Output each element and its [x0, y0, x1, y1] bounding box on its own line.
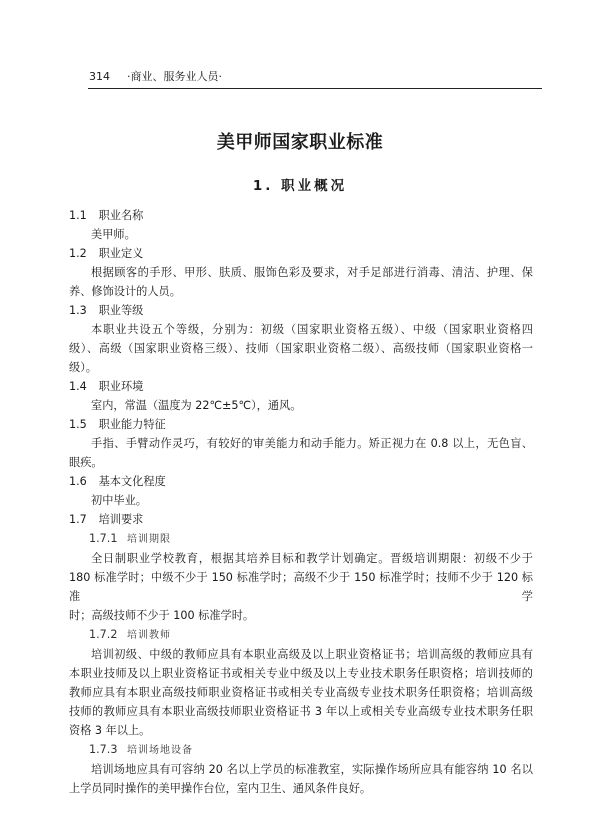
page-number: 314 — [89, 70, 110, 83]
document-body — [69, 206, 533, 798]
section-title: 职业等级 — [98, 304, 144, 317]
paragraph-line: 全日制职业学校教育，根据其培养目标和教学计划确定。晋级培训期限：初级不少于 — [91, 552, 533, 565]
section-title: 培训要求 — [98, 513, 144, 526]
paragraph-line: 本职业技师及以上职业资格证书或相关专业中级及以上专业技术职务任职资格；培训技师的 — [69, 667, 533, 680]
section-number: 1.7 — [69, 513, 87, 526]
running-header — [89, 70, 541, 84]
section-heading — [69, 206, 533, 225]
paragraph-line: 资格 3 年以上。 — [69, 724, 151, 737]
section-title: 基本文化程度 — [98, 475, 166, 488]
subsection-number: 1.7.3 — [89, 743, 118, 756]
section-heading — [69, 472, 533, 491]
paragraph-line: 技师的教师应具有本职业高级技师职业资格证书 3 年以上或相关专业高级专业技术职务任职 — [69, 705, 533, 718]
section-title: 职业名称 — [98, 209, 144, 222]
paragraph-line: 初中毕业。 — [91, 494, 147, 507]
paragraph-line: 时；高级技师不少于 100 标准学时。 — [69, 609, 255, 622]
section-heading — [69, 377, 533, 396]
paragraph-line: 培训场地应具有可容纳 20 名以上学员的标准教室，实际操作场所应具有能容纳 10 名以 — [91, 763, 533, 776]
section-number: 1.4 — [69, 380, 87, 393]
chapter-heading: 1. 职业概况 — [252, 178, 348, 194]
subsection-title: 培训场地设备 — [127, 745, 193, 756]
subsection-number: 1.7.2 — [89, 628, 118, 641]
subsection-heading — [69, 529, 533, 549]
section-heading — [69, 415, 533, 434]
section-title: 职业环境 — [98, 380, 144, 393]
section-heading — [69, 301, 533, 320]
section-number: 1.5 — [69, 418, 87, 431]
paragraph-line: 手指、手臂动作灵巧，有较好的审美能力和动手能力。矫正视力在 0.8 以上，无色盲、 — [91, 437, 533, 450]
paragraph-line: 级）。 — [69, 361, 97, 374]
section-number: 1.1 — [69, 209, 87, 222]
section-title: 职业定义 — [98, 247, 144, 260]
paragraph-line: 教师应具有本职业高级技师职业资格证书或相关专业高级专业技术职务任职资格；培训高级 — [69, 686, 533, 699]
header-rule — [88, 88, 542, 89]
paragraph-line: 室内，常温（温度为 22℃±5℃），通风。 — [91, 399, 302, 412]
running-title: ·商业、服务业人员· — [127, 70, 222, 83]
paragraph-line: 眼疾。 — [69, 456, 103, 469]
subsection-heading — [69, 625, 533, 645]
subsection-number: 1.7.1 — [89, 532, 118, 545]
section-heading — [69, 510, 533, 529]
section-number: 1.6 — [69, 475, 87, 488]
paragraph-line: 180 标准学时；中级不少于 150 标准学时；高级不少于 150 标准学时；技师不少于 120 标准学 — [69, 571, 533, 603]
section-heading — [69, 244, 533, 263]
paragraph-line: 培训初级、中级的教师应具有本职业高级及以上职业资格证书；培训高级的教师应具有 — [91, 648, 533, 661]
paragraph-line: 根据顾客的手形、甲形、肤质、服饰色彩及要求，对手足部进行消毒、清洁、护理、保 — [91, 266, 533, 279]
subsection-title: 培训期限 — [127, 534, 171, 545]
subsection-heading — [69, 740, 533, 760]
section-number: 1.2 — [69, 247, 87, 260]
paragraph-line: 本职业共设五个等级，分别为：初级（国家职业资格五级）、中级（国家职业资格四 — [91, 323, 533, 336]
document-title: 美甲师国家职业标准 — [216, 132, 384, 153]
section-title: 职业能力特征 — [98, 418, 166, 431]
paragraph-line: 级）、高级（国家职业资格三级）、技师（国家职业资格二级）、高级技师（国家职业资格一 — [69, 342, 533, 355]
subsection-title: 培训教师 — [127, 630, 171, 641]
paragraph-line: 美甲师。 — [91, 228, 136, 241]
paragraph-line: 养、修饰设计的人员。 — [69, 285, 181, 298]
section-number: 1.3 — [69, 304, 87, 317]
paragraph-line: 上学员同时操作的美甲操作台位，室内卫生、通风条件良好。 — [69, 782, 372, 795]
